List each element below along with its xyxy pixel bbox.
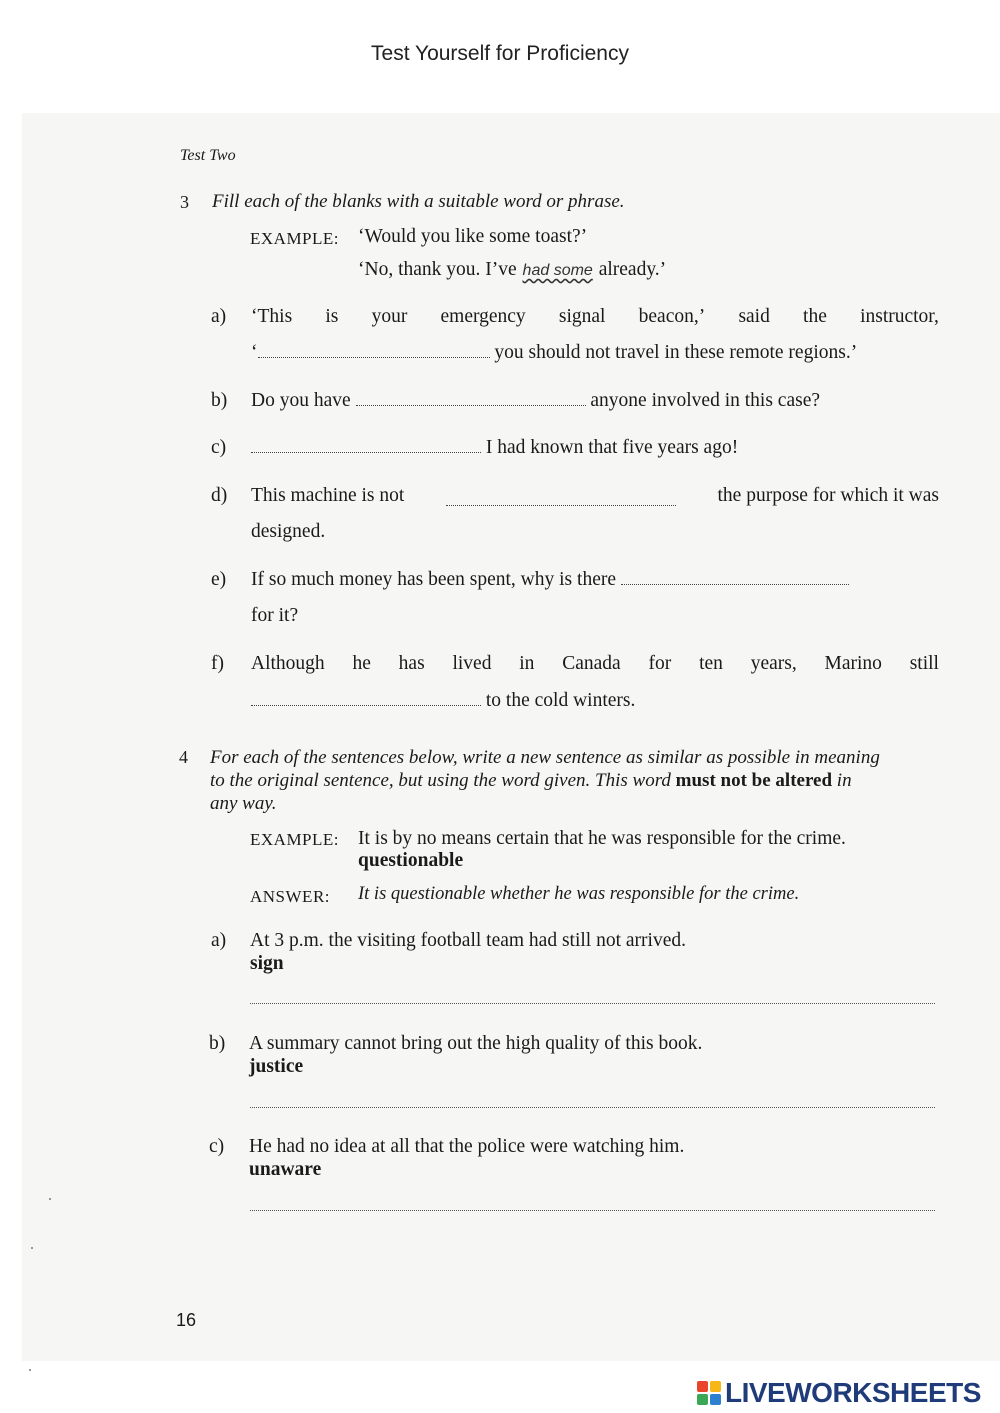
q3b-blank[interactable]	[356, 391, 586, 406]
q3d-line-2: designed.	[251, 521, 326, 542]
q3a-word: instructor,	[860, 306, 939, 327]
q3a-word: ‘This	[251, 306, 293, 327]
q3f-word: years,	[750, 653, 797, 674]
q3b-text-before: Do you have	[251, 390, 351, 411]
q3a-letter: a)	[211, 306, 227, 327]
q3f-word: Marino	[824, 653, 882, 674]
logo-square	[710, 1394, 721, 1405]
q3-example-line-2-end: already.’	[598, 259, 667, 280]
logo-square	[710, 1381, 721, 1392]
q4b-sentence: A summary cannot bring out the high quality of this book.	[249, 1033, 703, 1054]
q3e-line-2: for it?	[251, 605, 299, 626]
q3f-text-after: to the cold winters.	[485, 690, 636, 711]
q3d-text-before: This machine is not	[251, 485, 405, 506]
q3c-line	[251, 437, 738, 459]
q4b-word: justice	[249, 1056, 304, 1077]
q3f-word: in	[519, 653, 535, 674]
scan-speck	[31, 1247, 33, 1249]
question-3-number: 3	[180, 192, 189, 212]
q3d-line-1	[251, 485, 939, 507]
test-label: Test Two	[180, 147, 236, 164]
q3f-word: Canada	[562, 653, 621, 674]
q3f-blank[interactable]	[251, 691, 481, 706]
q3a-word: your	[371, 306, 408, 327]
scan-speck	[49, 1198, 51, 1200]
q4-instruction-text: to the original sentence, but using the word given. This word	[210, 770, 671, 791]
liveworksheets-logo-icon	[697, 1381, 721, 1405]
q3a-word: signal	[558, 306, 606, 327]
q4c-sentence: He had no idea at all that the police were watching him.	[249, 1136, 685, 1157]
q4-example-answer: It is questionable whether he was responsible for the crime.	[358, 884, 800, 904]
q3e-letter: e)	[211, 569, 227, 590]
q3a-open-quote: ‘	[251, 342, 258, 363]
q3b-line	[251, 390, 820, 412]
q4a-word: sign	[250, 953, 284, 974]
q3-example-label: EXAMPLE:	[250, 229, 339, 248]
q4-example-sentence: It is by no means certain that he was responsible for the crime.	[358, 828, 846, 849]
q3a-blank[interactable]	[258, 343, 490, 358]
q3a-word: is	[325, 306, 339, 327]
q3d-letter: d)	[211, 485, 228, 506]
q4c-word: unaware	[249, 1159, 322, 1180]
q3a-word: the	[803, 306, 827, 327]
q3b-letter: b)	[211, 390, 228, 411]
question-4-instruction-line-3: any way.	[210, 793, 277, 814]
question-4-instruction-line-1: For each of the sentences below, write a new sentence as similar as possible in meaning	[210, 747, 880, 768]
q3c-text-after: I had known that five years ago!	[485, 437, 739, 458]
q3a-line-2	[251, 342, 857, 364]
page-number: 16	[176, 1310, 197, 1330]
q3d-blank[interactable]	[446, 491, 676, 506]
question-4-instruction-line-2	[210, 770, 852, 792]
q3a-word: emergency	[440, 306, 526, 327]
page-header-title: Test Yourself for Proficiency	[371, 42, 629, 65]
q4b-answer-line[interactable]	[250, 1106, 935, 1108]
q4-example-label: EXAMPLE:	[250, 830, 339, 849]
q3c-letter: c)	[211, 437, 227, 458]
q3f-word: lived	[452, 653, 492, 674]
q3b-text-after: anyone involved in this case?	[590, 390, 821, 411]
q3a-word: beacon,’	[638, 306, 706, 327]
q3-example-answer: had some	[522, 262, 593, 279]
q3-example-line-2	[358, 259, 666, 281]
q3f-word: still	[909, 653, 939, 674]
q4-example-word: questionable	[358, 850, 464, 871]
q4b-letter: b)	[209, 1033, 226, 1054]
q3e-line-1	[251, 569, 849, 591]
question-3-instruction: Fill each of the blanks with a suitable word or phrase.	[212, 191, 625, 212]
q3a-word: said	[738, 306, 770, 327]
q3a-line-2-text: you should not travel in these remote regions.’	[494, 342, 858, 363]
q4-answer-label: ANSWER:	[250, 887, 330, 906]
liveworksheets-logo[interactable]	[697, 1376, 981, 1410]
q3d-text-after: the purpose for which it was	[717, 485, 939, 506]
q3f-word: for	[648, 653, 672, 674]
q3c-blank[interactable]	[251, 438, 481, 453]
q3f-line-2	[251, 690, 635, 712]
q3e-text-before: If so much money has been spent, why is there	[251, 569, 616, 590]
scan-speck	[29, 1369, 31, 1371]
q4c-letter: c)	[209, 1136, 225, 1157]
q3f-word: Although	[251, 653, 325, 674]
q3f-word: has	[398, 653, 425, 674]
q3f-word: ten	[699, 653, 723, 674]
scanned-page	[22, 113, 1000, 1361]
q4c-answer-line[interactable]	[250, 1209, 935, 1211]
logo-square	[697, 1381, 708, 1392]
q4-instruction-text-end: in	[836, 770, 852, 791]
q4-instruction-emphasis: must not be altered	[675, 770, 833, 791]
question-4-number: 4	[179, 747, 188, 767]
q3f-word: he	[352, 653, 371, 674]
q3-example-line-2-start: ‘No, thank you. I’ve	[358, 259, 517, 280]
q3f-line-1	[251, 653, 939, 675]
q3a-line-1	[251, 306, 939, 328]
liveworksheets-logo-text: LIVEWORKSHEETS	[725, 1377, 981, 1408]
q3f-letter: f)	[211, 653, 224, 674]
logo-square	[697, 1394, 708, 1405]
q4a-answer-line[interactable]	[250, 1002, 935, 1004]
q4a-sentence: At 3 p.m. the visiting football team had still not arrived.	[250, 930, 686, 951]
q3e-blank[interactable]	[621, 570, 849, 585]
q4a-letter: a)	[211, 930, 227, 951]
q3-example-line-1: ‘Would you like some toast?’	[358, 226, 588, 247]
